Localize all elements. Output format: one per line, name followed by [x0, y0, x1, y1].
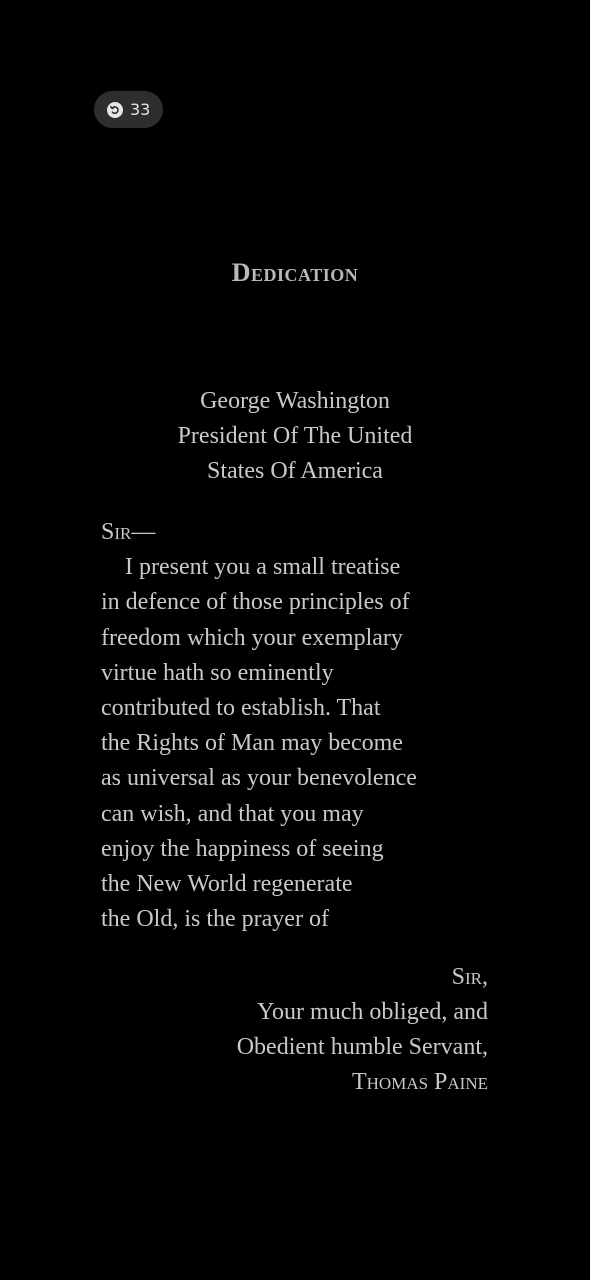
recipient-line: George Washington: [200, 388, 390, 414]
recipient-line: President Of The United: [177, 423, 413, 449]
signature: Thomas Paine: [351, 1069, 488, 1095]
letter-line: in defence of those principles of: [101, 589, 410, 616]
letter-line: the New World regenerate: [101, 871, 353, 898]
closing-block: [237, 960, 488, 1100]
letter-salutation: Sir—: [101, 519, 156, 545]
letter-line: the Old, is the prayer of: [101, 906, 329, 933]
page-indicator-pill[interactable]: [94, 91, 163, 128]
letter-line: enjoy the happiness of seeing: [101, 835, 384, 862]
closing-salutation: Sir,: [451, 964, 488, 990]
letter-line: contributed to establish. That: [101, 695, 381, 722]
back-arrow-icon: [107, 102, 123, 118]
recipient-line: States Of America: [207, 458, 383, 484]
letter-line: virtue hath so eminently: [101, 659, 334, 686]
chapter-title: Dedication: [231, 258, 359, 287]
letter-line: freedom which your exemplary: [101, 624, 403, 651]
letter-line: I present you a small treatise: [125, 554, 401, 581]
recipient-block: [0, 384, 590, 489]
closing-line: Obedient humble Servant,: [236, 1034, 488, 1060]
letter-line: as universal as your benevolence: [101, 765, 417, 792]
letter-line: can wish, and that you may: [101, 800, 364, 827]
page-number: 33: [130, 100, 151, 119]
letter-line: the Rights of Man may become: [101, 730, 403, 757]
letter-body: [101, 515, 501, 937]
closing-line: Your much obliged, and: [257, 999, 488, 1025]
